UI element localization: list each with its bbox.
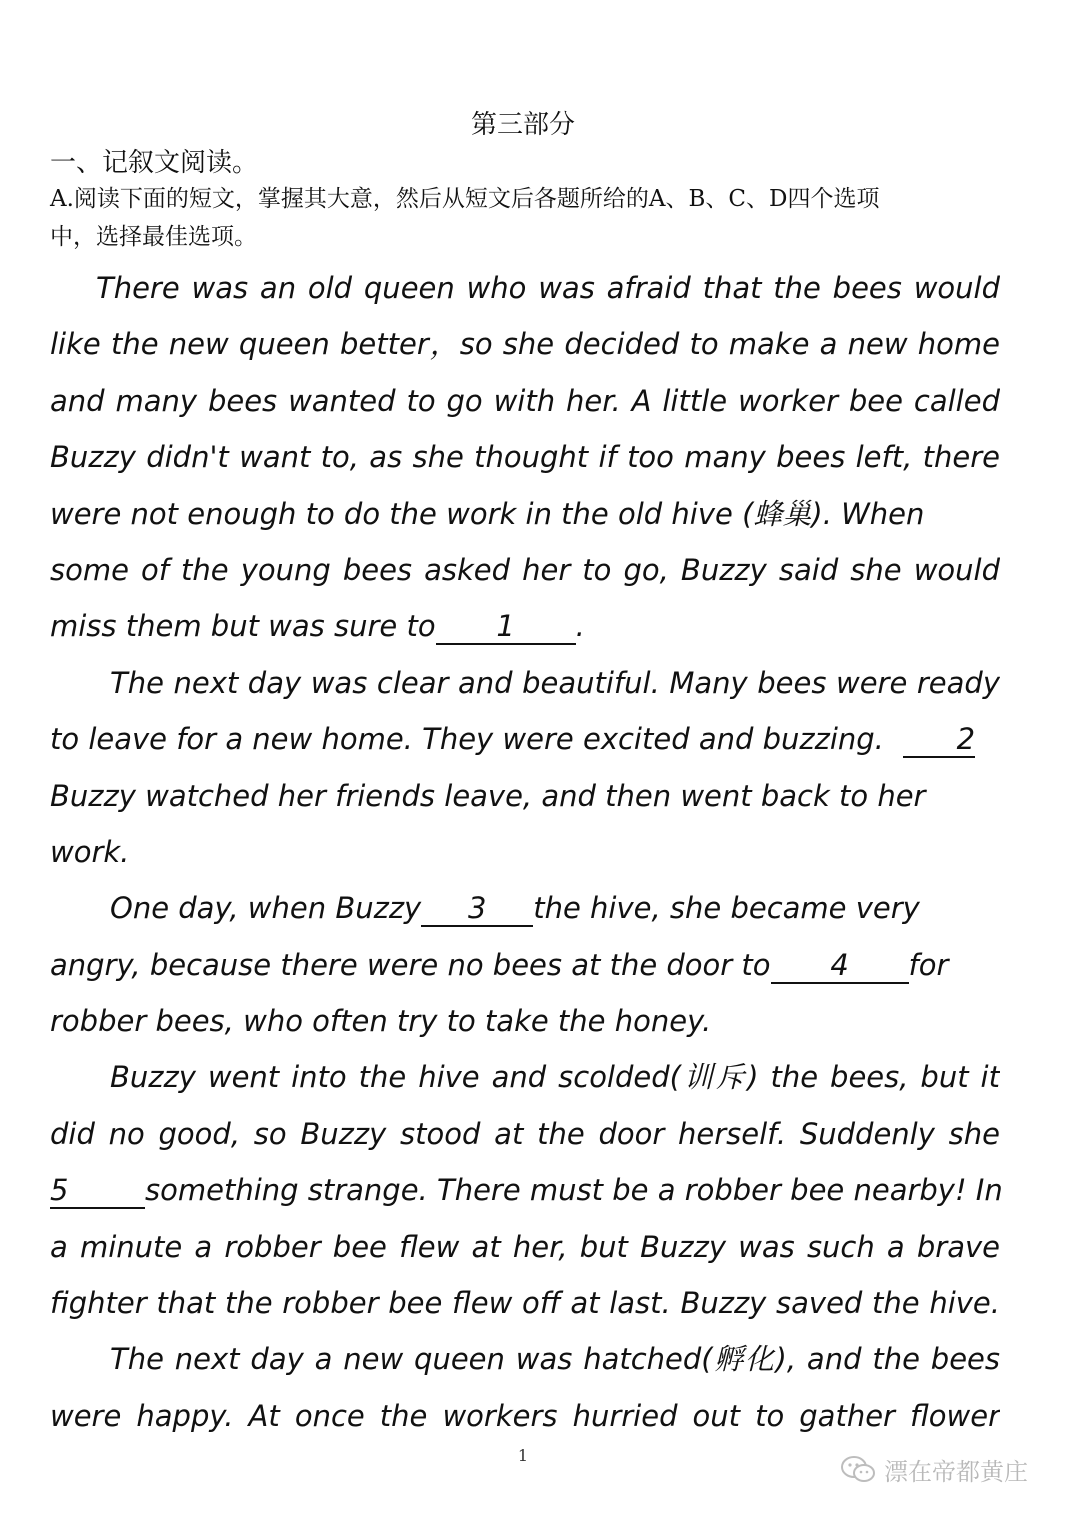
passage-line: Buzzy didn't want to, as she thought if too many bees left, there [50, 440, 1000, 475]
passage-text: miss them but was sure to [50, 609, 436, 644]
passage-line: There was an old queen who was afraid that the bees would [96, 271, 1000, 305]
page-title: 第三部分 [470, 110, 575, 140]
passage-text: something strange. There must be a robber bee nearby! In [145, 1173, 1003, 1208]
passage-line: did no good, so Buzzy stood at the door herself. Suddenly she [50, 1116, 1000, 1151]
passage-line [50, 880, 1000, 936]
passage-line: Buzzy watched her friends leave, and then went back to her [50, 778, 926, 813]
passage-line: were not enough to do the work in the old hive (蜂巢). When [50, 496, 925, 531]
passage-text: angry, because there were no bees at the door to [50, 947, 771, 982]
passage-line: Buzzy went into the hive and scolded(训斥) the bees, but it [110, 1060, 1000, 1095]
passage-line: a minute a robber bee flew at her, but Buzzy was such a brave [50, 1229, 1000, 1264]
wechat-icon [840, 1455, 876, 1485]
reading-passage [50, 260, 1003, 1444]
passage-text: . [575, 609, 585, 644]
passage-text: for [908, 947, 949, 982]
blank-5: 5 [50, 1173, 145, 1209]
blank-3: 3 [421, 891, 533, 927]
passage-line: The next day was clear and beautiful. Many bees were ready [110, 665, 1000, 700]
passage-line [50, 711, 1000, 767]
passage-line: robber bees, who often try to take the honey. [50, 1004, 712, 1039]
passage-line: work. [50, 834, 130, 869]
passage-line: were happy. At once the workers hurried out to gather flower [50, 1398, 1000, 1433]
blank-4: 4 [771, 948, 909, 984]
watermark-text: 漂在帝都黄庄 [884, 1458, 1028, 1486]
passage-line [50, 1162, 1003, 1218]
passage-line: some of the young bees asked her to go, Buzzy said she would [50, 552, 1000, 587]
passage-line: like the new queen better，so she decided to make a new home [50, 327, 1000, 362]
blank-1: 1 [436, 609, 576, 645]
passage-line [50, 937, 1000, 993]
blank-2: 2 [903, 722, 975, 758]
instructions [50, 180, 1000, 256]
passage-line [50, 598, 1000, 654]
section-heading: 一、记叙文阅读。 [50, 148, 259, 178]
passage-text: One day, when Buzzy [110, 891, 422, 926]
passage-line: and many bees wanted to go with her. A little worker bee called [50, 383, 1000, 418]
passage-line: fighter that the robber bee flew off at last. Buzzy saved the hive. [50, 1286, 1000, 1321]
passage-text: to leave for a new home. They were excited and buzzing. [50, 722, 884, 757]
instruction-line: 中，选择最佳选项。 [50, 224, 257, 250]
passage-line: The next day a new queen was hatched(孵化), and the bees [110, 1342, 1000, 1377]
page-number: 1 [517, 1446, 529, 1465]
instruction-line: A.阅读下面的短文，掌握其大意，然后从短文后各题所给的A、B、C、D四个选项 [50, 186, 880, 212]
passage-text: the hive, she became very [533, 891, 920, 926]
watermark [840, 1452, 1028, 1487]
